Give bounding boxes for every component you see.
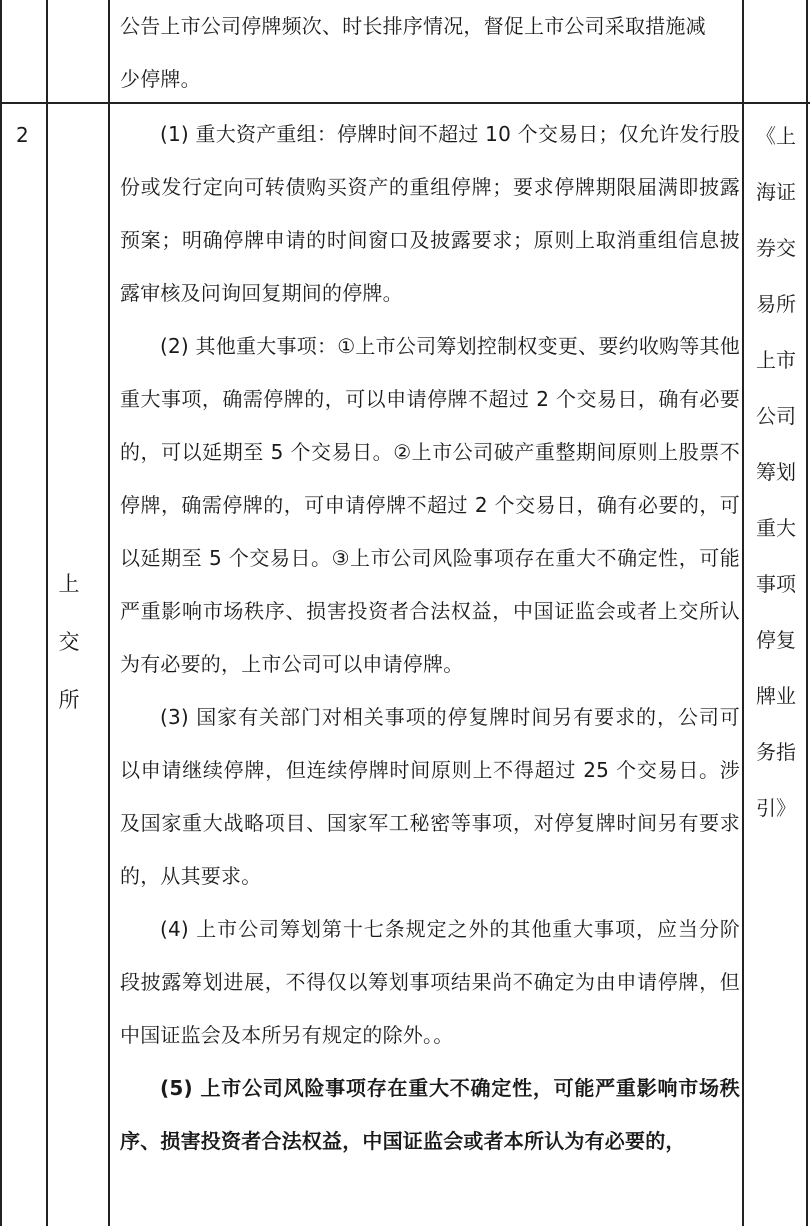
source-line-1: 《上 [756, 124, 796, 148]
rules-content [120, 108, 740, 1168]
top-row-line1: 公告上市公司停牌频次、时长排序情况，督促上市公司采取措施减 [120, 14, 706, 38]
source-line-2: 海证 [756, 180, 796, 204]
table-border-left [0, 0, 2, 1226]
source-line-6: 公司 [756, 404, 796, 428]
source-line-4: 易所 [756, 292, 796, 316]
rule-paragraph-2: (2) 其他重大事项：①上市公司筹划控制权变更、要约收购等其他重大事项，确需停牌的，可以申请停牌不超过 2 个交易日，确有必要的，可以延期至 5 个交易日。②上市公司破产重整期间原则上股票不停牌，确需停牌的，可申请停牌不超过 2 个交易日，确有必要的，可以延期至 5 个交易日。③上市公司风险事项存在重大不确定性，可能严重影响市场秩序、损害投资者合法权益，中国证监会或者上交所认为有必要的，上市公司可以申请停牌。 [120, 334, 740, 676]
source-line-8: 重大 [756, 516, 796, 540]
top-row-text [120, 0, 740, 106]
source-document [748, 108, 804, 836]
rule-paragraph-1: (1) 重大资产重组：停牌时间不超过 10 个交易日；仅允许发行股份或发行定向可转债购买资产的重组停牌；要求停牌期限届满即披露预案；明确停牌申请的时间窗口及披露要求；原则上取消重组信息披露审核及问询回复期间的停牌。 [120, 122, 740, 305]
exchange-char-3: 所 [58, 688, 80, 712]
rule-paragraph-3: (3) 国家有关部门对相关事项的停复牌时间另有要求的，公司可以申请继续停牌，但连续停牌时间原则上不得超过 25 个交易日。涉及国家重大战略项目、国家军工秘密等事项，对停复牌时间另有要求的，从其要求。 [120, 705, 740, 888]
source-line-10: 停复 [756, 628, 796, 652]
source-line-13: 引》 [756, 796, 796, 820]
top-row-line2: 少停牌。 [120, 67, 201, 91]
table-border-col2 [108, 0, 110, 1226]
exchange-name [54, 555, 84, 729]
exchange-char-2: 交 [58, 630, 80, 654]
row-index: 2 [16, 123, 29, 147]
source-line-3: 券交 [756, 236, 796, 260]
source-line-5: 上市 [756, 348, 796, 372]
source-line-9: 事项 [756, 572, 796, 596]
source-line-11: 牌业 [756, 684, 796, 708]
table-border-col3 [742, 0, 744, 1226]
source-line-12: 务指 [756, 740, 796, 764]
source-line-7: 筹划 [756, 460, 796, 484]
rule-paragraph-5: (5) 上市公司风险事项存在重大不确定性，可能严重影响市场秩序、损害投资者合法权益，中国证监会或者本所认为有必要的， [120, 1076, 740, 1153]
rule-paragraph-4: (4) 上市公司筹划第十七条规定之外的其他重大事项，应当分阶段披露筹划进展，不得仅以筹划事项结果尚不确定为由申请停牌，但中国证监会及本所另有规定的除外。。 [120, 917, 740, 1047]
table-border-right [806, 0, 808, 1226]
exchange-char-1: 上 [58, 572, 80, 596]
table-border-col1 [46, 0, 48, 1226]
